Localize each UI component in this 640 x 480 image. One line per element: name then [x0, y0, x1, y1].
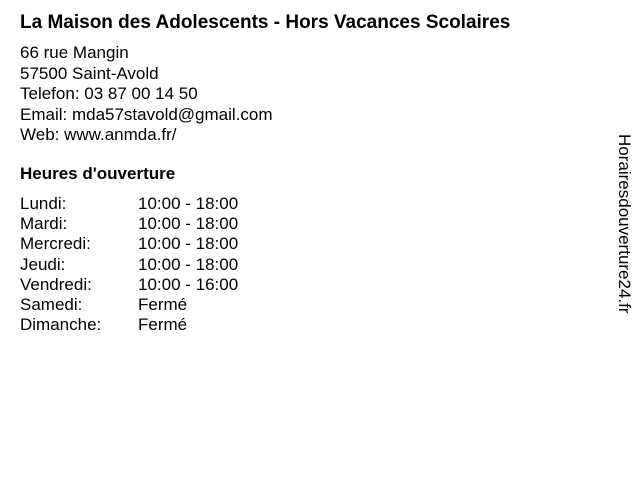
day-label: Mardi: — [20, 214, 68, 234]
website: Web: www.anmda.fr/ — [20, 125, 177, 144]
time-value: Fermé — [138, 295, 188, 315]
time-value: 10:00 - 18:00 — [138, 254, 239, 274]
day-label: Dimanche: — [20, 315, 102, 335]
day-label: Jeudi: — [20, 254, 66, 274]
hours-row-wednesday — [20, 234, 238, 254]
hours-row-tuesday — [20, 214, 238, 234]
day-label: Vendredi: — [20, 274, 92, 294]
time-value: 10:00 - 18:00 — [138, 234, 239, 254]
day-label: Lundi: — [20, 194, 67, 213]
city-postcode: 57500 Saint-Avold — [20, 63, 159, 83]
site-watermark: Horairesdouverture24.fr — [615, 134, 634, 314]
hours-row-thursday — [20, 255, 238, 275]
time-value: 10:00 - 18:00 — [138, 214, 239, 234]
phone-number: Telefon: 03 87 00 14 50 — [20, 84, 198, 103]
email-address: Email: mda57stavold@gmail.com — [20, 104, 273, 124]
hours-row-monday — [20, 194, 238, 214]
hours-row-saturday — [20, 295, 238, 315]
hours-table — [20, 194, 238, 335]
time-value: 10:00 - 18:00 — [138, 194, 239, 213]
day-label: Samedi: — [20, 295, 83, 315]
hours-heading: Heures d'ouverture — [20, 164, 176, 183]
hours-row-friday — [20, 275, 238, 295]
contact-block — [20, 43, 273, 146]
time-value: Fermé — [138, 315, 188, 335]
page-title: La Maison des Adolescents - Hors Vacances Scolaires — [20, 12, 511, 33]
street-address: 66 rue Mangin — [20, 43, 129, 62]
hours-row-sunday — [20, 315, 238, 335]
day-label: Mercredi: — [20, 234, 91, 254]
time-value: 10:00 - 16:00 — [138, 274, 239, 294]
